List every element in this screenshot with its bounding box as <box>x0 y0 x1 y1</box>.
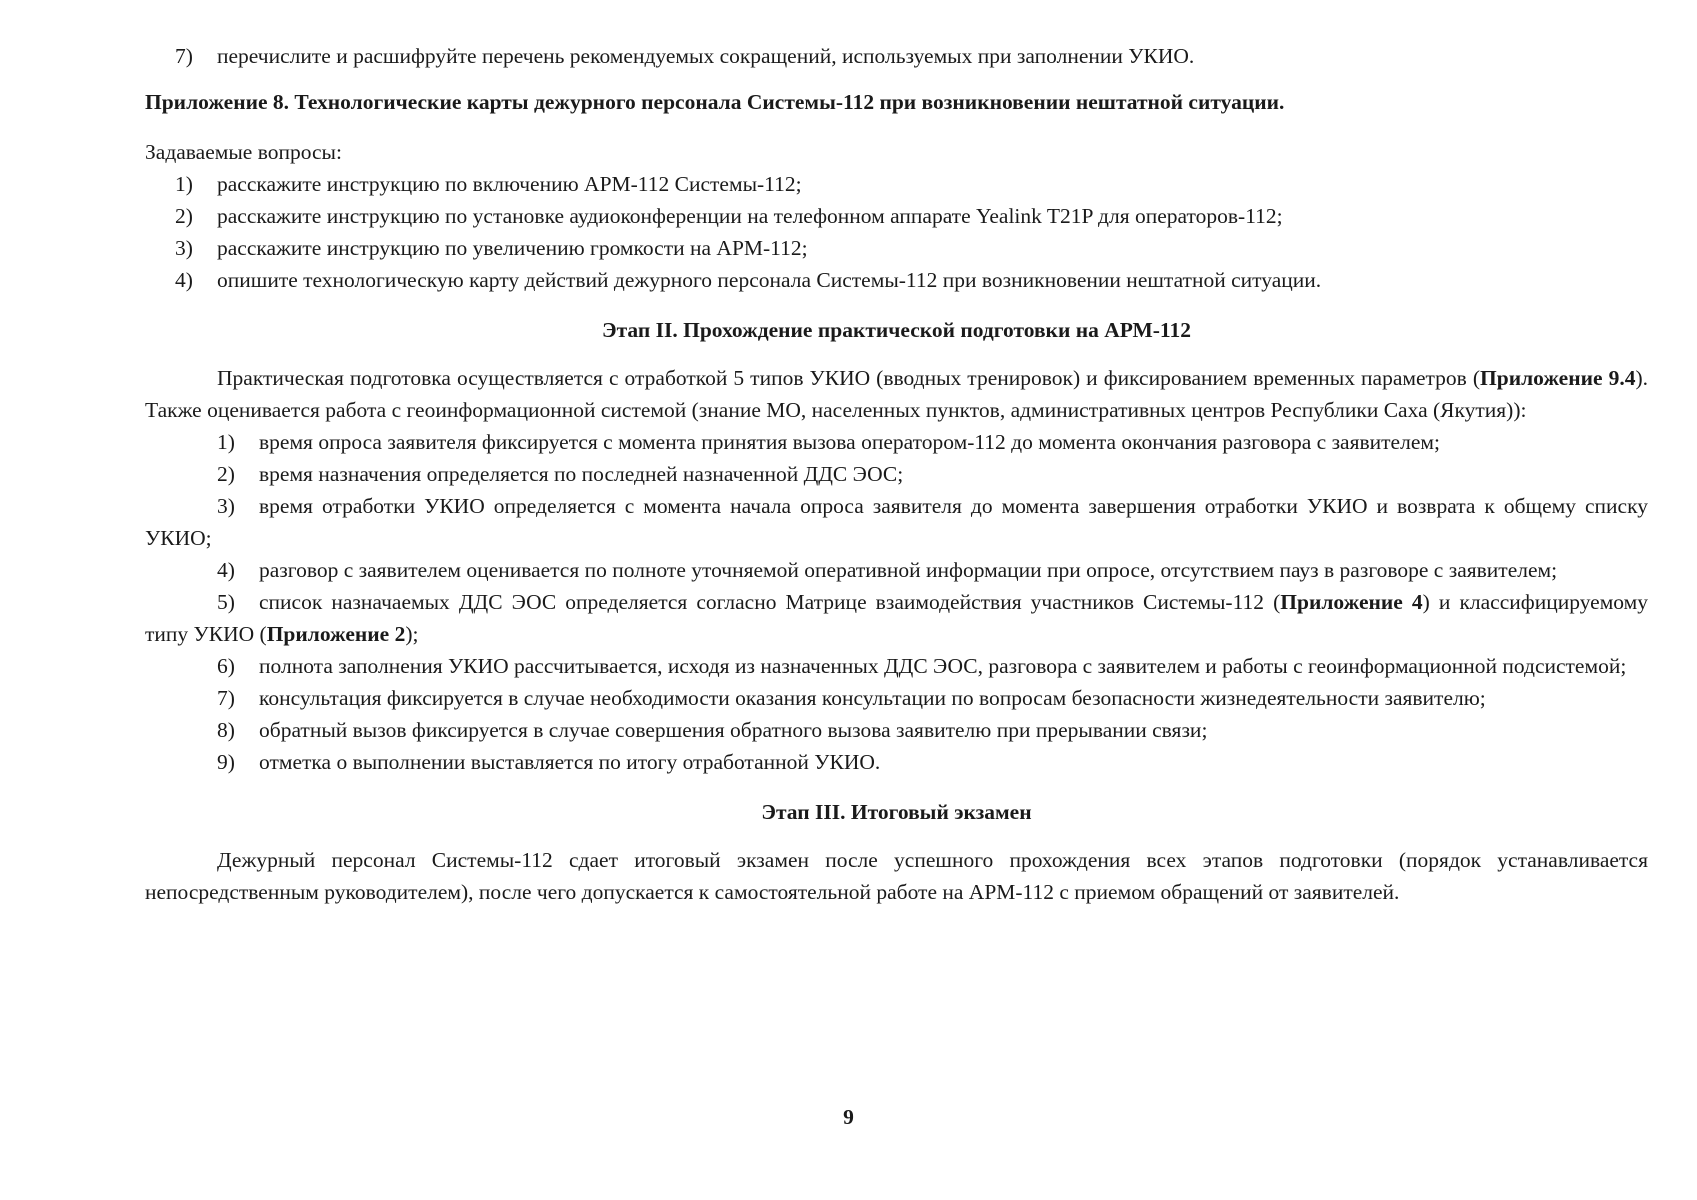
appendix-reference: Приложение 2 <box>266 622 406 646</box>
list-item <box>145 714 1648 746</box>
stage-2-heading: Этап II. Прохождение практической подготовки на АРМ-112 <box>601 318 1191 342</box>
item-text: расскажите инструкцию по включению АРМ-112 Системы-112; <box>217 172 802 196</box>
questions-label: Задаваемые вопросы: <box>145 140 342 164</box>
intro-text: ). Также оценивается работа с геоинформационной системой (знание МО, населенных пунктов, административных центров Республики Саха (Якутия)): <box>145 366 1648 422</box>
item-text: отметка о выполнении выставляется по итогу отработанной УКИО. <box>259 750 881 774</box>
list-item <box>145 554 1648 586</box>
item-text: обратный вызов фиксируется в случае совершения обратного вызова заявителю при прерывании связи; <box>259 718 1208 742</box>
item-text: расскажите инструкцию по увеличению громкости на АРМ-112; <box>217 236 808 260</box>
item-text: ) и классифицируемому типу УКИО ( <box>145 590 1648 646</box>
list-item <box>145 490 1648 554</box>
list-item <box>145 682 1648 714</box>
appendix-reference: Приложение 4 <box>1280 590 1423 614</box>
item-number: 2) <box>175 204 193 228</box>
appendix-8-heading: Приложение 8. Технологические карты дежурного персонала Системы-112 при возникновении нештатной ситуации. <box>145 90 1285 114</box>
list-item <box>145 232 1648 264</box>
item-number: 1) <box>175 172 193 196</box>
item-text: разговор с заявителем оценивается по полноте уточняемой оперативной информации при опросе, отсутствием пауз в разговоре с заявителем; <box>259 558 1558 582</box>
list-item <box>145 746 1648 778</box>
item-number: 4) <box>175 268 193 292</box>
item-text: время опроса заявителя фиксируется с момента принятия вызова оператором-112 до момента окончания разговора с заявителем; <box>259 430 1440 454</box>
item-text: список назначаемых ДДС ЭОС определяется согласно Матрице взаимодействия участников Системы-112 ( <box>259 590 1281 614</box>
item-number: 8) <box>217 718 235 742</box>
list-item <box>145 458 1648 490</box>
item-number: 6) <box>217 654 235 678</box>
item-text: время отработки УКИО определяется с момента начала опроса заявителя до момента завершения отработки УКИО и возврата к общему списку УКИО; <box>145 494 1648 550</box>
item-number: 3) <box>175 236 193 260</box>
page-content <box>145 40 1648 908</box>
stage-2-intro <box>145 362 1648 426</box>
list-item <box>145 200 1648 232</box>
appendix-reference: Приложение 9.4 <box>1480 366 1636 390</box>
page-number: 9 <box>843 1105 854 1129</box>
list-item <box>145 264 1648 296</box>
item-text: полнота заполнения УКИО рассчитывается, исходя из назначенных ДДС ЭОС, разговора с заявителем и работы с геоинформационной подсистемой; <box>259 654 1627 678</box>
item-text: опишите технологическую карту действий дежурного персонала Системы-112 при возникновении нештатной ситуации. <box>217 268 1322 292</box>
intro-text: Практическая подготовка осуществляется с отработкой 5 типов УКИО (вводных тренировок) и фиксированием временных параметров ( <box>217 366 1481 390</box>
stage-2-criteria-list <box>145 426 1648 778</box>
stage-3-text: Дежурный персонал Системы-112 сдает итоговый экзамен после успешного прохождения всех этапов подготовки (порядок устанавливается непосредственным руководителем), после чего допускается к самостоятельной работе на АРМ-112 с приемом обращений от заявителей. <box>145 848 1648 904</box>
item-number: 2) <box>217 462 235 486</box>
item-number: 3) <box>217 494 235 518</box>
item-text: время назначения определяется по последней назначенной ДДС ЭОС; <box>259 462 904 486</box>
item-text: ); <box>405 622 419 646</box>
item-text: расскажите инструкцию по установке аудиоконференции на телефонном аппарате Yealink T21P для операторов-112; <box>217 204 1283 228</box>
appendix-8-questions-list <box>145 168 1648 296</box>
list-item <box>145 650 1648 682</box>
list-item <box>145 586 1648 650</box>
list-item <box>145 426 1648 458</box>
item-number: 5) <box>217 590 235 614</box>
item-number: 7) <box>217 686 235 710</box>
item-number: 7) <box>175 44 193 68</box>
item-text: консультация фиксируется в случае необходимости оказания консультации по вопросам безопасности жизнедеятельности заявителю; <box>259 686 1486 710</box>
item-number: 9) <box>217 750 235 774</box>
item-number: 4) <box>217 558 235 582</box>
stage-3-heading: Этап III. Итоговый экзамен <box>761 800 1032 824</box>
item-text: перечислите и расшифруйте перечень рекомендуемых сокращений, используемых при заполнении УКИО. <box>217 44 1195 68</box>
item-number: 1) <box>217 430 235 454</box>
list-item <box>145 40 1648 72</box>
list-item <box>145 168 1648 200</box>
